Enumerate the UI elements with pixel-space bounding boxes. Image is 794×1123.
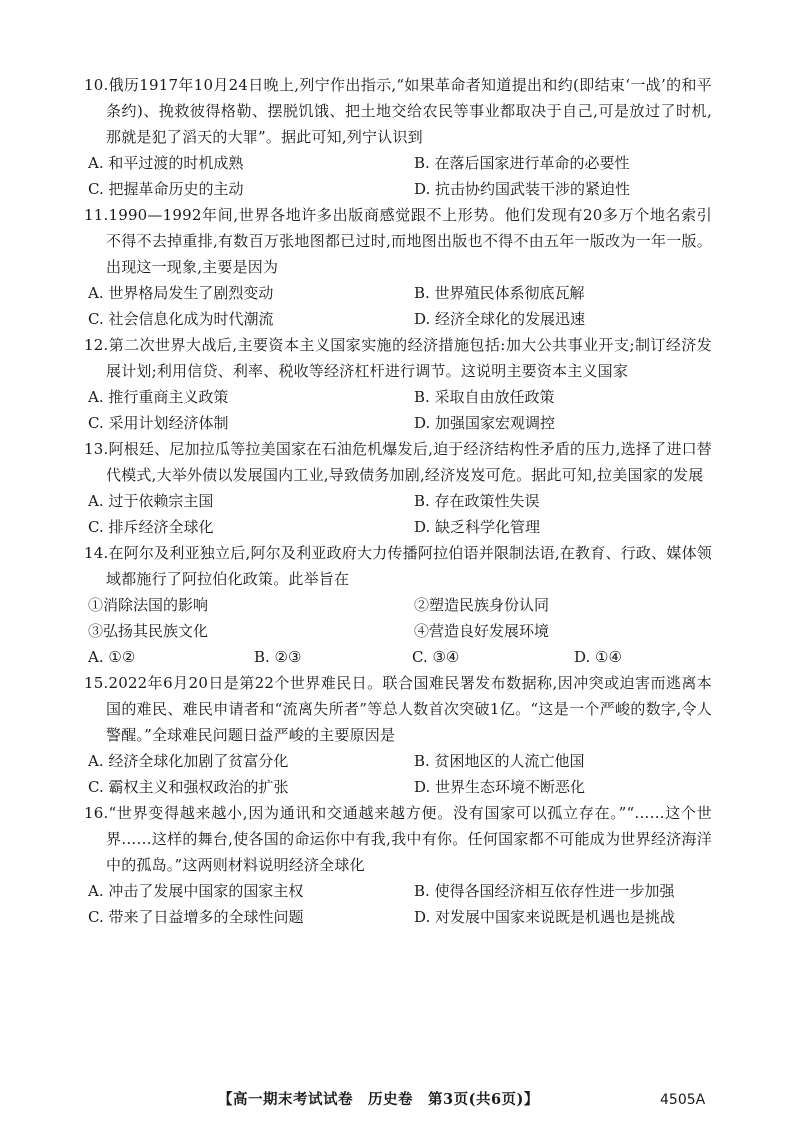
- question-16: [84, 800, 712, 930]
- question-list: [84, 72, 712, 930]
- answer-options: [84, 488, 712, 540]
- option-b: B. 世界殖民体系彻底瓦解: [414, 284, 585, 302]
- option-d: D. ①④: [574, 648, 622, 666]
- question-stem: 12.第二次世界大战后,主要资本主义国家实施的经济措施包括:加大公共事业开支;制订经济发展计划;利用信贷、利率、税收等经济杠杆进行调节。这说明主要资本主义国家: [84, 336, 712, 380]
- option-c: C. ③④: [412, 648, 460, 666]
- answer-options: [84, 644, 712, 670]
- option-a: A. 推行重商主义政策: [88, 388, 229, 406]
- option-a: A. ①②: [88, 648, 136, 666]
- option-b: B. 在落后国家进行革命的必要性: [414, 154, 630, 172]
- question-15: [84, 670, 712, 800]
- exam-title-footer: 【高一期末考试试卷 历史卷 第3页(共6页)】: [218, 1091, 539, 1108]
- option-b: B. 采取自由放任政策: [414, 388, 555, 406]
- question-11: [84, 202, 712, 332]
- answer-options: [84, 280, 712, 332]
- option-a: A. 经济全球化加剧了贫富分化: [88, 752, 289, 770]
- answer-options: [84, 150, 712, 202]
- answer-options: [84, 384, 712, 436]
- question-14: [84, 540, 712, 670]
- option-d: D. 世界生态环境不断恶化: [414, 778, 586, 796]
- option-b: B. ②③: [254, 648, 302, 666]
- option-c: C. 社会信息化成为时代潮流: [88, 310, 274, 328]
- option-c: C. 排斥经济全球化: [88, 518, 214, 536]
- question-stem: 11.1990—1992年间,世界各地许多出版商感觉跟不上形势。他们发现有20多万个地名索引不得不去掉重排,有数百万张地图都已过时,而地图出版也不得不由五年一版改为一年一版。出现这一现象,主要是因为: [84, 206, 712, 276]
- statement-2: ②塑造民族身份认同: [414, 596, 550, 614]
- option-a: A. 和平过渡的时机成熟: [88, 154, 244, 172]
- option-c: C. 把握革命历史的主动: [88, 180, 244, 198]
- option-a: A. 过于依赖宗主国: [88, 492, 214, 510]
- question-stem: 14.在阿尔及利亚独立后,阿尔及利亚政府大力传播阿拉伯语并限制法语,在教育、行政、媒体领域都施行了阿拉伯化政策。此举旨在: [84, 544, 712, 588]
- question-stem: 10.俄历1917年10月24日晚上,列宁作出指示,“如果革命者知道提出和约(即结束‘一战’的和平条约)、挽救彼得格勒、摆脱饥饿、把土地交给农民等事业都取决于自己,可是放过了时机,那就是犯了滔天的大罪”。据此可知,列宁认识到: [84, 76, 712, 146]
- answer-options: [84, 878, 712, 930]
- option-b: B. 存在政策性失误: [414, 492, 540, 510]
- question-13: [84, 436, 712, 540]
- statement-items: [84, 592, 712, 644]
- option-a: A. 冲击了发展中国家的国家主权: [88, 882, 304, 900]
- question-12: [84, 332, 712, 436]
- question-10: [84, 72, 712, 202]
- option-b: B. 使得各国经济相互依存性进一步加强: [414, 882, 675, 900]
- answer-options: [84, 748, 712, 800]
- statement-4: ④营造良好发展环境: [414, 622, 550, 640]
- statement-3: ③弘扬其民族文化: [88, 622, 209, 640]
- option-a: A. 世界格局发生了剧烈变动: [88, 284, 274, 302]
- option-d: D. 经济全球化的发展迅速: [414, 310, 586, 328]
- paper-code: 4505A: [660, 1092, 706, 1108]
- option-c: C. 霸权主义和强权政治的扩张: [88, 778, 289, 796]
- statement-1: ①消除法国的影响: [88, 596, 209, 614]
- question-stem: 16.“世界变得越来越小,因为通讯和交通越来越方便。没有国家可以孤立存在。”“……这个世界……这样的舞台,使各国的命运你中有我,我中有你。任何国家都不可能成为世界经济海洋中的孤岛。”这两则材料说明经济全球化: [84, 804, 712, 874]
- question-stem: 15.2022年6月20日是第22个世界难民日。联合国难民署发布数据称,因冲突或迫害而逃离本国的难民、难民申请者和“流离失所者”等总人数首次突破1亿。“这是一个严峻的数字,令人警醒。”全球难民问题日益严峻的主要原因是: [84, 674, 712, 744]
- question-stem: 13.阿根廷、尼加拉瓜等拉美国家在石油危机爆发后,迫于经济结构性矛盾的压力,选择了进口替代模式,大举外债以发展国内工业,导致债务加剧,经济岌岌可危。据此可知,拉美国家的发展: [84, 440, 712, 484]
- option-d: D. 加强国家宏观调控: [414, 414, 556, 432]
- option-d: D. 抗击协约国武装干涉的紧迫性: [414, 180, 631, 198]
- option-c: C. 采用计划经济体制: [88, 414, 229, 432]
- option-d: D. 缺乏科学化管理: [414, 518, 541, 536]
- option-d: D. 对发展中国家来说既是机遇也是挑战: [414, 908, 676, 926]
- option-c: C. 带来了日益增多的全球性问题: [88, 908, 304, 926]
- option-b: B. 贫困地区的人流亡他国: [414, 752, 585, 770]
